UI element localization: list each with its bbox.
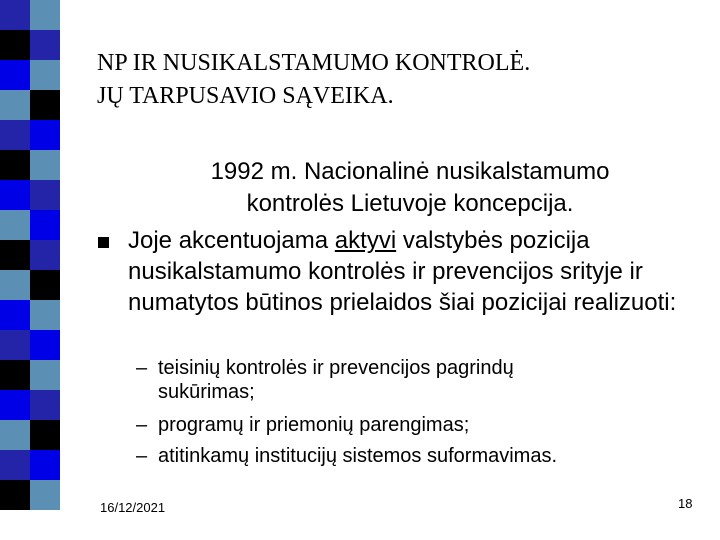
decorative-square <box>30 30 60 60</box>
bullet-text <box>128 225 708 318</box>
decorative-square <box>0 480 30 510</box>
square-bullet-icon <box>98 237 109 248</box>
bullet-underlined-word: aktyvi <box>334 227 397 254</box>
decorative-square <box>30 0 60 30</box>
slide-title-line-1: NP IR NUSIKALSTAMUMO KONTROLĖ. <box>97 50 531 76</box>
decorative-square <box>0 360 30 390</box>
slide-title <box>97 47 697 113</box>
bullet-text-start: Joje akcentuojama <box>128 227 335 254</box>
decorative-square <box>30 60 60 90</box>
concept-heading-line-1: 1992 m. Nacionalinė nusikalstamumo <box>210 158 610 185</box>
concept-heading-line-2: kontrolės Lietuvoje koncepcija. <box>246 190 574 217</box>
decorative-square <box>30 270 60 300</box>
dash-marker: – <box>136 414 148 436</box>
decorative-square <box>0 150 30 180</box>
sub-item-text: atitinkamų institucijų sistemos suformavimas. <box>158 445 558 467</box>
decorative-square <box>30 330 60 360</box>
decorative-square <box>30 390 60 420</box>
decorative-square <box>30 450 60 480</box>
decorative-square <box>0 390 30 420</box>
bullet-text-end: valstybės pozicija nusikalstamumo kontrolės ir prevencijos srityje ir numatytos būtinos prielaidos šiai pozicijai realizuoti: <box>128 227 677 316</box>
decorative-square <box>30 240 60 270</box>
decorative-square <box>30 90 60 120</box>
decorative-square <box>0 30 30 60</box>
decorative-square <box>0 210 30 240</box>
decorative-square <box>0 0 30 30</box>
decorative-square <box>0 240 30 270</box>
dash-marker: – <box>136 445 148 467</box>
decorative-square <box>30 120 60 150</box>
decorative-square <box>0 450 30 480</box>
decorative-square <box>0 90 30 120</box>
decorative-square <box>30 360 60 390</box>
decorative-square <box>0 270 30 300</box>
decorative-square <box>30 180 60 210</box>
decorative-square <box>0 420 30 450</box>
decorative-square <box>30 480 60 510</box>
concept-heading <box>130 156 690 220</box>
dash-marker: – <box>136 357 148 379</box>
page-number: 18 <box>678 496 693 511</box>
sub-item <box>136 444 696 468</box>
footer-date: 16/12/2021 <box>100 500 166 515</box>
decorative-square <box>0 180 30 210</box>
decorative-square <box>30 150 60 180</box>
decorative-square <box>0 60 30 90</box>
sub-item <box>136 356 696 404</box>
decorative-square <box>30 210 60 240</box>
decorative-square <box>30 420 60 450</box>
sub-item <box>136 413 696 437</box>
sub-item-text: programų ir priemonių parengimas; <box>158 414 470 436</box>
decorative-square <box>0 120 30 150</box>
sub-item-text: teisinių kontrolės ir prevencijos pagrindų sukūrimas; <box>158 357 514 403</box>
decorative-square-strip <box>0 0 60 540</box>
slide-title-line-2: JŲ TARPUSAVIO SĄVEIKA. <box>97 83 394 109</box>
decorative-square <box>0 300 30 330</box>
decorative-square <box>30 300 60 330</box>
decorative-square <box>0 330 30 360</box>
